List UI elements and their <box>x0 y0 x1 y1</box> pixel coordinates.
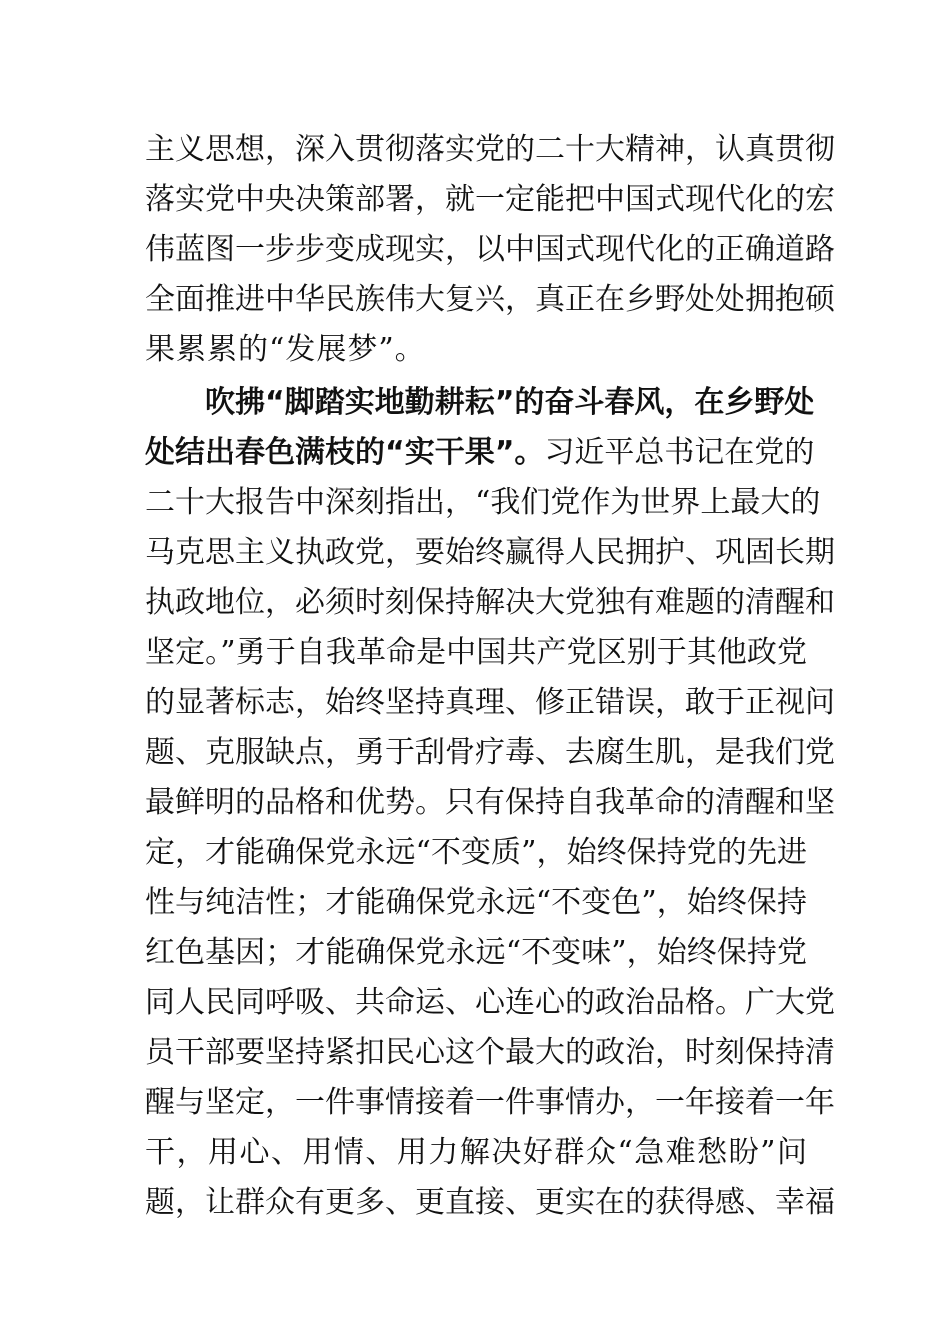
text-line: 醒与坚定，一件事情接着一件事情办，一年接着一年 <box>145 1085 835 1120</box>
text-line: 果累累的“发展梦”。 <box>145 332 426 367</box>
text-line: 性与纯洁性；才能确保党永远“不变色”，始终保持 <box>145 885 807 920</box>
text-line: 全面推进中华民族伟大复兴，真正在乡野处处拥抱硕 <box>145 282 835 317</box>
text-run: 习近平总书记在党的 <box>544 435 815 470</box>
text-line: 伟蓝图一步步变成现实，以中国式现代化的正确道路 <box>145 232 835 267</box>
text-line: 的显著标志，始终坚持真理、修正错误，敢于正视问 <box>145 685 835 720</box>
text-line: 定，才能确保党永远“不变质”，始终保持党的先进 <box>145 835 807 870</box>
text-line-mixed <box>145 428 815 478</box>
text-line: 马克思主义执政党，要始终赢得人民拥护、巩固长期 <box>145 535 835 570</box>
text-line: 主义思想，深入贯彻落实党的二十大精神，认真贯彻 <box>145 132 835 167</box>
text-line: 落实党中央决策部署，就一定能把中国式现代化的宏 <box>145 182 835 217</box>
text-line: 题、克服缺点，勇于刮骨疗毒、去腐生肌，是我们党 <box>145 735 835 770</box>
text-line: 坚定。”勇于自我革命是中国共产党区别于其他政党 <box>145 635 807 670</box>
text-line: 干，用心、用情、用力解决好群众“急难愁盼”问 <box>145 1135 807 1170</box>
text-line: 员干部要坚持紧扣民心这个最大的政治，时刻保持清 <box>145 1035 835 1070</box>
text-line: 同人民同呼吸、共命运、心连心的政治品格。广大党 <box>145 985 835 1020</box>
text-line: 红色基因；才能确保党永远“不变味”，始终保持党 <box>145 935 807 970</box>
paragraph-heading: 吹拂“脚踏实地勤耕耘”的奋斗春风，在乡野处 <box>205 385 815 420</box>
paragraph-heading-end: 处结出春色满枝的“实干果”。 <box>145 435 545 470</box>
text-line: 题，让群众有更多、更直接、更实在的获得感、幸福 <box>145 1185 835 1220</box>
text-line: 二十大报告中深刻指出，“我们党作为世界上最大的 <box>145 485 821 520</box>
text-line: 最鲜明的品格和优势。只有保持自我革命的清醒和坚 <box>145 785 835 820</box>
text-line: 执政地位，必须时刻保持解决大党独有难题的清醒和 <box>145 585 835 620</box>
